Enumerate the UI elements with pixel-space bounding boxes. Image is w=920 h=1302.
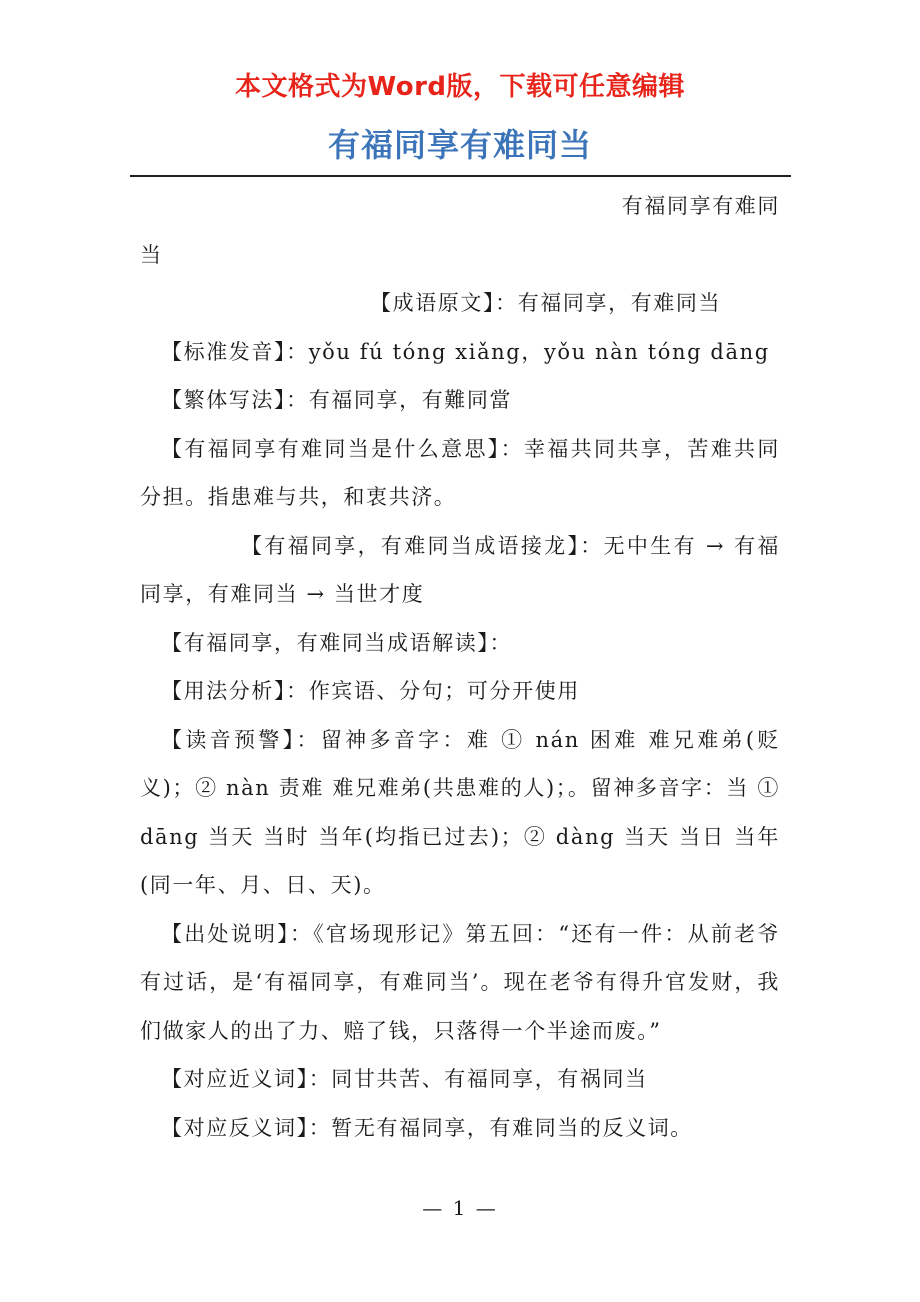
word-format-notice: 本文格式为Word版，下载可任意编辑 xyxy=(234,72,686,102)
idiom-pronunciation-warning: 【读音预警】：留神多音字：难 ① nán 困难 难兄难弟(贬义)；② nàn 责难 难兄难弟(共患难的人)；。留神多音字：当 ① dāng 当天 当时 当年(均指已过去)；② dàng 当天 当日 当年(同一年、月、日、天)。 xyxy=(140,727,780,897)
intro-line-2: 当 xyxy=(140,242,163,267)
idiom-original-text: 【成语原文】：有福同享，有难同当 xyxy=(370,291,722,315)
idiom-chain: 【有福同享，有难同当成语接龙】：无中生有 → 有福同享，有难同当 → 当世才度 xyxy=(140,533,780,606)
title-divider xyxy=(130,175,791,177)
page-title: 有福同享有难同当 xyxy=(327,126,592,164)
idiom-interpretation-heading: 【有福同享，有难同当成语解读】： xyxy=(161,630,513,655)
idiom-source: 【出处说明】：《官场现形记》第五回：“还有一件：从前老爷有过话，是‘有福同享，有难同当’。现在老爷有得升官发财，我们做家人的出了力、赔了钱，只落得一个半途而废。” xyxy=(140,921,780,1043)
idiom-antonyms: 【对应反义词】：暂无有福同享，有难同当的反义词。 xyxy=(161,1115,693,1140)
idiom-meaning: 【有福同享有难同当是什么意思】：幸福共同共享，苦难共同分担。指患难与共，和衷共济。 xyxy=(140,436,780,509)
idiom-usage: 【用法分析】：作宾语、分句；可分开使用 xyxy=(161,679,580,703)
idiom-synonyms: 【对应近义词】：同甘共苦、有福同享，有祸同当 xyxy=(161,1067,648,1091)
intro-line-1: 有福同享有难同 xyxy=(621,194,780,218)
idiom-pronunciation: 【标准发音】：yǒu fú tóng xiǎng，yǒu nàn tóng dāng xyxy=(161,339,770,364)
page-number: — 1 — xyxy=(422,1196,498,1220)
article-body xyxy=(140,182,780,1152)
idiom-traditional: 【繁体写法】：有福同享，有難同當 xyxy=(161,388,513,412)
